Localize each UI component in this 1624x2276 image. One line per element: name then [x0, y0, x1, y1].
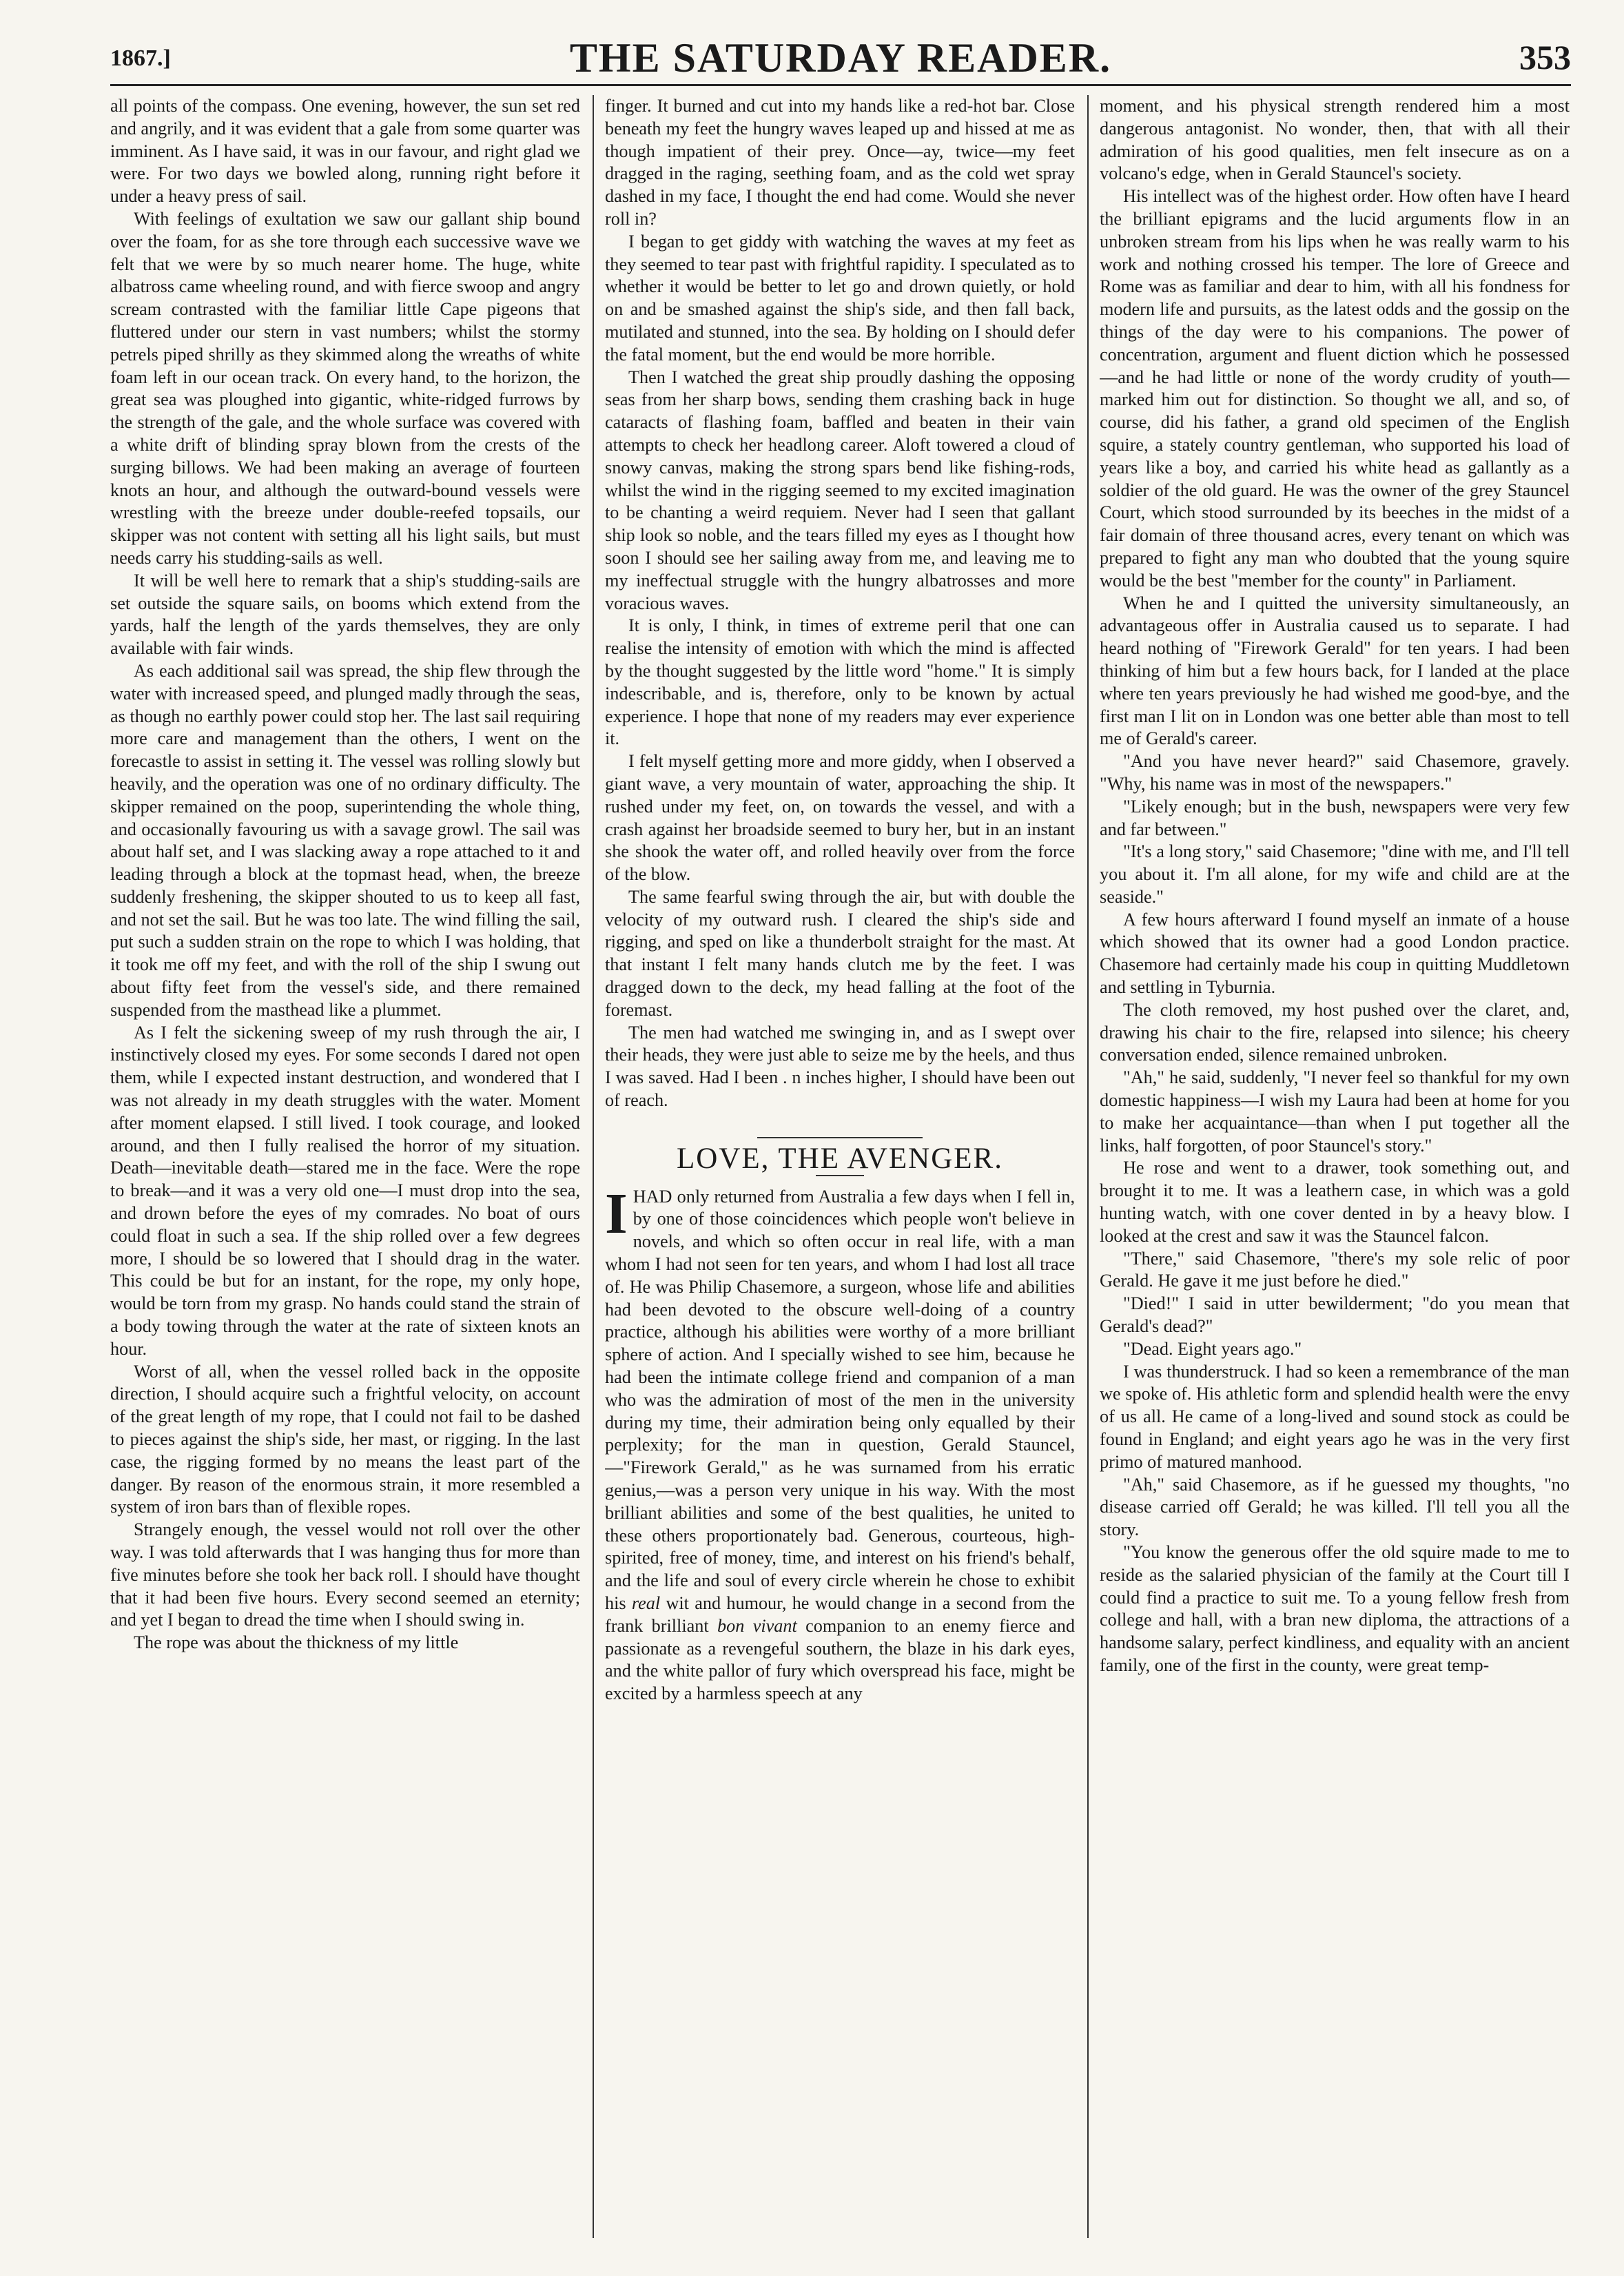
headline-dash — [816, 1175, 864, 1176]
paragraph: Strangely enough, the vessel would not roll over the other way. I was told afterwards that I was hanging thus for more than five minutes before she took her back roll. I should have thought that it had been five hours. Every second seemed an eternity; and yet I began to dread the time when I should swing in. — [110, 1519, 580, 1630]
paragraph: As I felt the sickening sweep of my rush through the air, I instinctively closed my eyes. For some seconds I dared not open them, while I expected instant destruction, and wondered that I was not already in my death struggles with the water. Moment after moment elapsed. I still lived. I took courage, and looked around, and then I fully realised the horror of my situation. Death—inevitable death—stared me in the face. Were the rope to break—and it was a very old one—I must drop into the sea, and drown before the eyes of my comrades. No boat of ours could float in such a sea. If the ship rolled over a few degrees more, I should be so lowered that I should drag in the water. This could be but for an instant, for the rope, my only hope, would be torn from my grasp. No hands could stand the strain of a body towing through the water at the rate of sixteen knots an hour. — [110, 1022, 580, 1359]
drop-cap: I — [605, 1181, 628, 1246]
paragraph: "Likely enough; but in the bush, newspapers were very few and far between." — [1100, 796, 1570, 839]
emphasis: real — [631, 1593, 661, 1613]
column-3 — [1100, 95, 1570, 2238]
paragraph: "There," said Chasemore, "there's my sole relic of poor Gerald. He gave it me just before he died." — [1100, 1248, 1570, 1291]
paragraph: When he and I quitted the university simultaneously, an advantageous offer in Australia caused us to separate. I had heard nothing of "Firework Gerald" for ten years. I had been thinking of him but a few hours back, for I landed at the place where ten years previously he had wished me good-bye, and the first man I lit on in London was one better able than most to tell me of Gerald's career. — [1100, 593, 1570, 749]
paragraph: The men had watched me swinging in, and as I swept over their heads, they were just able to seize me by the heels, and thus I was saved. Had I been . n inches higher, I should have been out of reach. — [605, 1022, 1075, 1111]
column-1 — [110, 95, 580, 2238]
paragraph: "Ah," said Chasemore, as if he guessed my thoughts, "no disease carried off Gerald; he was killed. I'll tell you all the story. — [1100, 1474, 1570, 1540]
paragraph: "And you have never heard?" said Chasemore, gravely. "Why, his name was in most of the newspapers." — [1100, 751, 1570, 794]
story-opening-paragraph — [605, 1181, 1075, 1705]
publication-title: THE SATURDAY READER. — [569, 35, 1112, 81]
paragraph: It is only, I think, in times of extreme peril that one can realise the intensity of emotion with which the mind is affected by the thought suggested by the little word "home." It is simply indescribable, and is, therefore, only to be known by actual experience. I hope that none of my readers may ever experience it. — [605, 615, 1075, 749]
paragraph: "You know the generous offer the old squire made to me to reside as the salaried physician of the family at the Court till I could find a practice to suit me. To a young fellow fresh from college and hall, with a bran new diploma, the attractions of a handsome salary, perfect kindliness, and equality with an ancient family, one of the first in the county, were great temp- — [1100, 1542, 1570, 1675]
story-text: wit and humour, he would change in a second from the frank brilliant — [605, 1593, 1075, 1636]
paragraph: I began to get giddy with watching the waves at my feet as they seemed to tear past with frightful rapidity. I speculated as to whether it would be better to let go and drown quietly, or hold on and be smashed against the ship's side, and then fall back, mutilated and stunned, into the sea. By holding on I should defer the fatal moment, but the end would be more horrible. — [605, 231, 1075, 365]
paragraph: all points of the compass. One evening, however, the sun set red and angrily, and it was evident that a gale from some quarter was imminent. As I have said, it was in our favour, and right glad we were. For two days we bowled along, running right before it under a heavy press of sail. — [110, 96, 580, 207]
paragraph: "Dead. Eight years ago." — [1123, 1338, 1302, 1359]
page-number: 353 — [1519, 38, 1571, 76]
paragraph: With feelings of exultation we saw our gallant ship bound over the foam, for as she tore through each successive wave we felt that we were by so much nearer home. The huge, white albatross came wheeling round, and with fierce swoop and angry scream contrasted with the familiar little Cape pigeons that fluttered under our stern in vast numbers; whilst the stormy petrels piped shrilly as they skimmed along the wreaths of white foam left in our ocean track. On every hand, to the horizon, the great sea was ploughed into gigantic, white-ridged furrows by the strength of the gale, and the whole surface was covered with a white drift of blinding spray blown from the crests of the surging billows. We had been making an average of fourteen knots an hour, and although the outward-bound vessels were wrestling with the breeze under double-reefed topsails, our skipper was not content with setting all his light sails, but must needs carry his studding-sails as well. — [110, 208, 580, 568]
paragraph: I felt myself getting more and more giddy, when I observed a giant wave, a very mountain of water, approaching the ship. It rushed under my feet, on, on towards the vessel, and with a crash against her broadside seemed to bury her, but in an instant she shook the water off, and rolled heavily over from the force of the blow. — [605, 751, 1075, 885]
paragraph: I was thunderstruck. I had so keen a remembrance of the man we spoke of. His athletic form and splendid health were the envy of us all. He came of a long-lived and sound stock as could be found in England; and eight years ago he was in the very first primo of matured manhood. — [1100, 1361, 1570, 1472]
paragraph: Then I watched the great ship proudly dashing the opposing seas from her sharp bows, sending them crashing back in huge cataracts of flashing foam, baffled and beaten in their vain attempts to check her headlong career. Aloft towered a cloud of snowy canvas, making the strong spars bend like fishing-rods, whilst the wind in the rigging seemed to my excited imagination to be chanting a weird requiem. Never had I seen that gallant ship look so noble, and the tears filled my eyes as I thought how soon I should see her sailing away from me, and leaving me to my ineffectual struggle with the hungry albatrosses and more voracious waves. — [605, 367, 1075, 613]
paragraph: Worst of all, when the vessel rolled back in the opposite direction, I should acquire such a frightful velocity, on account of the great length of my rope, that I could not fail to be dashed to pieces against the ship's side, her mast, or rigging. In the last case, the rigging formed by no means the least part of the danger. By reason of the enormous strain, it more resembled a system of iron bars than of flexible ropes. — [110, 1361, 580, 1517]
issue-year: 1867.] — [110, 45, 171, 71]
paragraph: "Died!" I said in utter bewilderment; "do you mean that Gerald's dead?" — [1100, 1293, 1570, 1337]
paragraph: His intellect was of the highest order. How often have I heard the brilliant epigrams and the lucid arguments flow in an unbroken stream from his lips when he was really warm to his work and nothing crossed his temper. The lore of Greece and Rome was as familiar and dear to him, with all his fondness for modern life and pursuits, as the latest odds and the gossip on the things of the day were to his companions. The power of concentration, argument and fluent diction which he possessed—and he had little or none of the wordy crudity of youth—marked him out for distinction. So thought we all, and so, of course, did his father, a grand old specimen of the English squire, a stately country gentleman, who supported his load of years like a boy, and carried his white head as gallantly as a soldier of the old guard. He was the owner of the grey Stauncel Court, which stood surrounded by its beeches in the midst of a fair domain of three thousand acres, every tenant on which was prepared to fight any man who doubted that the young squire would be the best "member for the county" in Parliament. — [1100, 186, 1570, 591]
column-divider — [593, 95, 594, 2238]
paragraph: moment, and his physical strength rendered him a most dangerous antagonist. No wonder, then, that with all their admiration of his good qualities, men felt insecure as on a volcano's edge, when in Gerald Stauncel's society. — [1100, 96, 1570, 184]
paragraph: It will be well here to remark that a ship's studding-sails are set outside the square sails, on booms which extend from the yards, half the length of the yards themselves, they are only available with fair winds. — [110, 570, 580, 659]
masthead — [110, 28, 1571, 88]
section-separator — [757, 1137, 923, 1138]
paragraph: The cloth removed, my host pushed over the claret, and, drawing his chair to the fire, relapsed into silence; his cheery conversation ended, silence remained unbroken. — [1100, 999, 1570, 1065]
paragraph: finger. It burned and cut into my hands like a red-hot bar. Close beneath my feet the hungry waves leaped up and hissed at me as though impatient of their prey. Once—ay, twice—my feet dragged in the raging, seething foam, and as the cold wet spray dashed in my face, I thought the end had come. Would she never roll in? — [605, 96, 1075, 229]
paragraph: "Ah," he said, suddenly, "I never feel so thankful for my own domestic happiness—I wish my Laura had been at home for you to make her acquaintance—than when I put together all the links, half forgotten, of poor Stauncel's story." — [1100, 1067, 1570, 1156]
story-text: companion to an enemy fierce and passionate as a revengeful southern, the blaze in his dark eyes, and the white pallor of fury which overspread his face, might be excited by a harmless speech at any — [605, 1615, 1075, 1704]
column-divider — [1087, 95, 1089, 2238]
emphasis: bon vivant — [717, 1615, 797, 1636]
paragraph: He rose and went to a drawer, took something out, and brought it to me. It was a leathern case, in which was a gold hunting watch, with one cover dented in by a heavy blow. I looked at the crest and saw it was the Stauncel falcon. — [1100, 1158, 1570, 1246]
paragraph: The rope was about the thickness of my little — [134, 1632, 459, 1653]
column-2 — [605, 95, 1075, 2238]
story-text: HAD only returned from Australia a few days when I fell in, by one of those coincidences which people won't believe in novels, and which so often occur in real life, with a man whom I had not seen for ten years, and whom I had lost all trace of. He was Philip Chasemore, a surgeon, whose life and abilities had been devoted to the obscure well-doing of a country practice, although his abilities were worthy of a more brilliant sphere of action. And I specially wished to see him, because he had been the intimate college friend and companion of a man who was the admiration of most of the men in the university during my time, their admiration being only equalled by their perplexity; for the man in question, Gerald Stauncel,—"Firework Gerald," as he was surnamed from his erratic genius,—was a person very unique in his way. With the most brilliant abilities and some of the best qualities, he united to these others proportionately bad. Generous, courteous, high-spirited, free of money, time, and interest on his friend's behalf, and the life and soul of every circle wherein he chose to exhibit his — [605, 1186, 1075, 1613]
paragraph: "It's a long story," said Chasemore; "dine with me, and I'll tell you about it. I'm all alone, for my wife and child are at the seaside." — [1100, 841, 1570, 907]
paragraph: As each additional sail was spread, the ship flew through the water with increased speed, and plunged madly through the seas, as though no earthly power could stop her. The last sail requiring more care and management than the others, I went on the forecastle to assist in setting it. The vessel was rolling slowly but heavily, and the operation was one of no ordinary difficulty. The skipper remained on the poop, superintending the whole thing, and occasionally favouring us with a savage growl. The sail was about half set, and I was slacking away a rope attached to it and leading through a block at the topmast head, when, the breeze suddenly freshening, the skipper shouted to us to keep all fast, and not set the sail. But he was too late. The wind filling the sail, put such a sudden strain on the rope to which I was holding, that it took me off my feet, and with the roll of the ship I swung out about fifty feet from the vessel's side, and there remained suspended from the masthead like a plummet. — [110, 660, 580, 1020]
header-rule — [110, 84, 1571, 86]
story-headline: LOVE, THE AVENGER. — [677, 1142, 1003, 1175]
paragraph: The same fearful swing through the air, but with double the velocity of my outward rush. I cleared the ship's side and rigging, and sped on like a thunderbolt straight for the mast. At that instant I felt many hands clutch me by the feet. I was dragged down to the deck, my head falling at the foot of the foremast. — [605, 886, 1075, 1020]
paragraph: A few hours afterward I found myself an inmate of a house which showed that its owner had a good London practice. Chasemore had certainly made his coup in quitting Muddletown and settling in Tyburnia. — [1100, 909, 1570, 998]
